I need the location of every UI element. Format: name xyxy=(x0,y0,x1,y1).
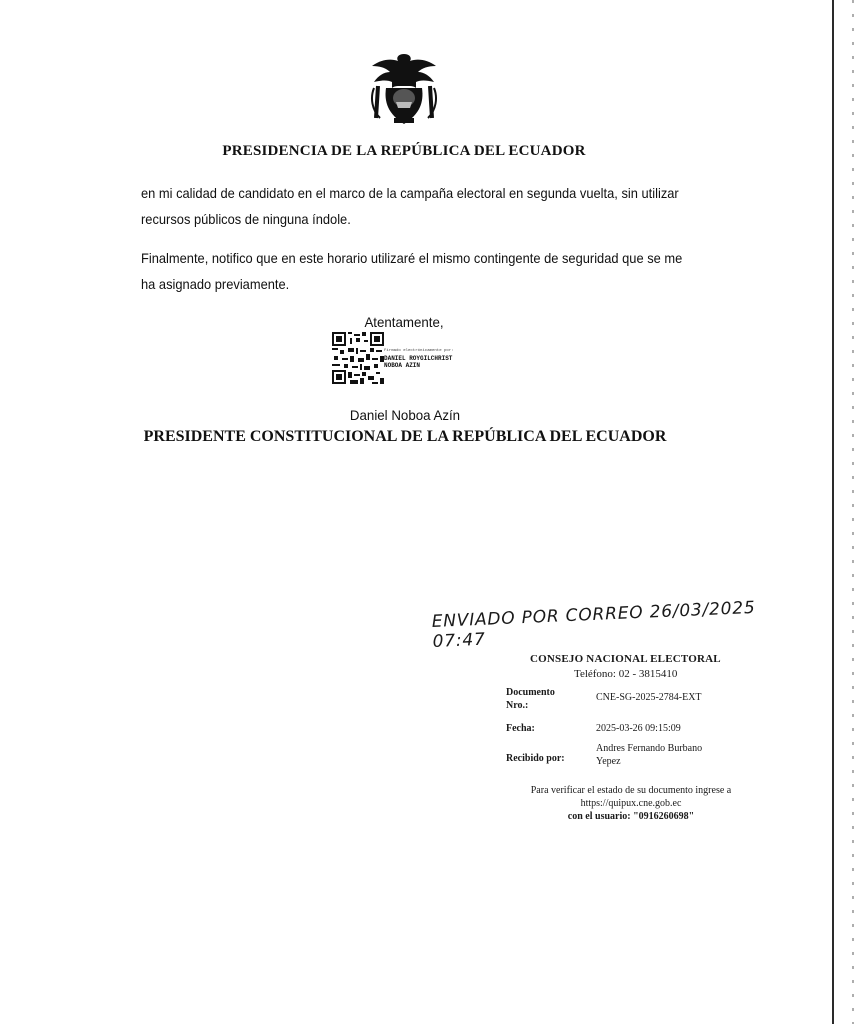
stamp-document-number: CNE-SG-2025-2784-EXT xyxy=(596,692,702,703)
stamp-phone: Teléfono: 02 - 3815410 xyxy=(574,668,678,680)
stamp-document-label-line-1: Documento xyxy=(506,687,555,698)
stamp-organization: CONSEJO NACIONAL ELECTORAL xyxy=(530,653,721,665)
reception-stamp xyxy=(490,648,760,822)
electronic-signature-label xyxy=(384,348,454,369)
stamp-received-by-line-2: Yepez xyxy=(596,756,621,767)
stamp-verification-text xyxy=(515,784,747,823)
stamp-verify-line-1: Para verificar el estado de su documento ingrese a xyxy=(530,785,732,796)
signature-qr-code-icon xyxy=(332,332,384,384)
signature-small-text: Firmado electrónicamente por: xyxy=(384,349,454,353)
stamp-verify-user-value: "0916260698" xyxy=(633,811,695,822)
stamp-date-value: 2025-03-26 09:15:09 xyxy=(596,723,681,734)
signer-name: Daniel Noboa Azín xyxy=(349,407,461,423)
stamp-verify-url: https://quipux.cne.gob.ec xyxy=(580,798,682,809)
body-paragraph-1: en mi calidad de candidato en el marco de la campaña electoral en segunda vuelta, sin utilizar recursos públicos de ninguna índole. xyxy=(141,185,679,227)
stamp-received-by-line-1: Andres Fernando Burbano xyxy=(596,743,703,754)
body-paragraph-2: Finalmente, notifico que en este horario utilizaré el mismo contingente de seguridad que se me ha asignado previamente. xyxy=(141,250,683,292)
stamp-date-label: Fecha: xyxy=(506,723,535,734)
signature-signer-line-1: DANIEL ROYGILCHRIST xyxy=(384,355,453,362)
stamp-document-label-line-2: Nro.: xyxy=(506,700,529,711)
stamp-verify-user-line xyxy=(515,810,747,823)
stamp-verify-user-prefix: con el usuario: xyxy=(567,811,631,822)
letterhead-title: PRESIDENCIA DE LA REPÚBLICA DEL ECUADOR xyxy=(222,143,586,159)
signature-signer-line-2: NOBOA AZIN xyxy=(384,362,421,369)
handwritten-sent-note: ENVIADO POR CORREO 26/03/2025 07:47 xyxy=(431,597,756,652)
scan-edge-line xyxy=(832,0,834,1024)
coat-of-arms-emblem-icon xyxy=(368,52,440,128)
stamp-received-by xyxy=(596,742,702,768)
stamp-document-label xyxy=(506,686,555,712)
scan-edge-dots xyxy=(852,0,854,1024)
stamp-received-label: Recibido por: xyxy=(506,753,565,764)
signer-title: PRESIDENTE CONSTITUCIONAL DE LA REPÚBLICA DEL ECUADOR xyxy=(143,428,667,445)
closing-salutation: Atentamente, xyxy=(364,314,444,330)
